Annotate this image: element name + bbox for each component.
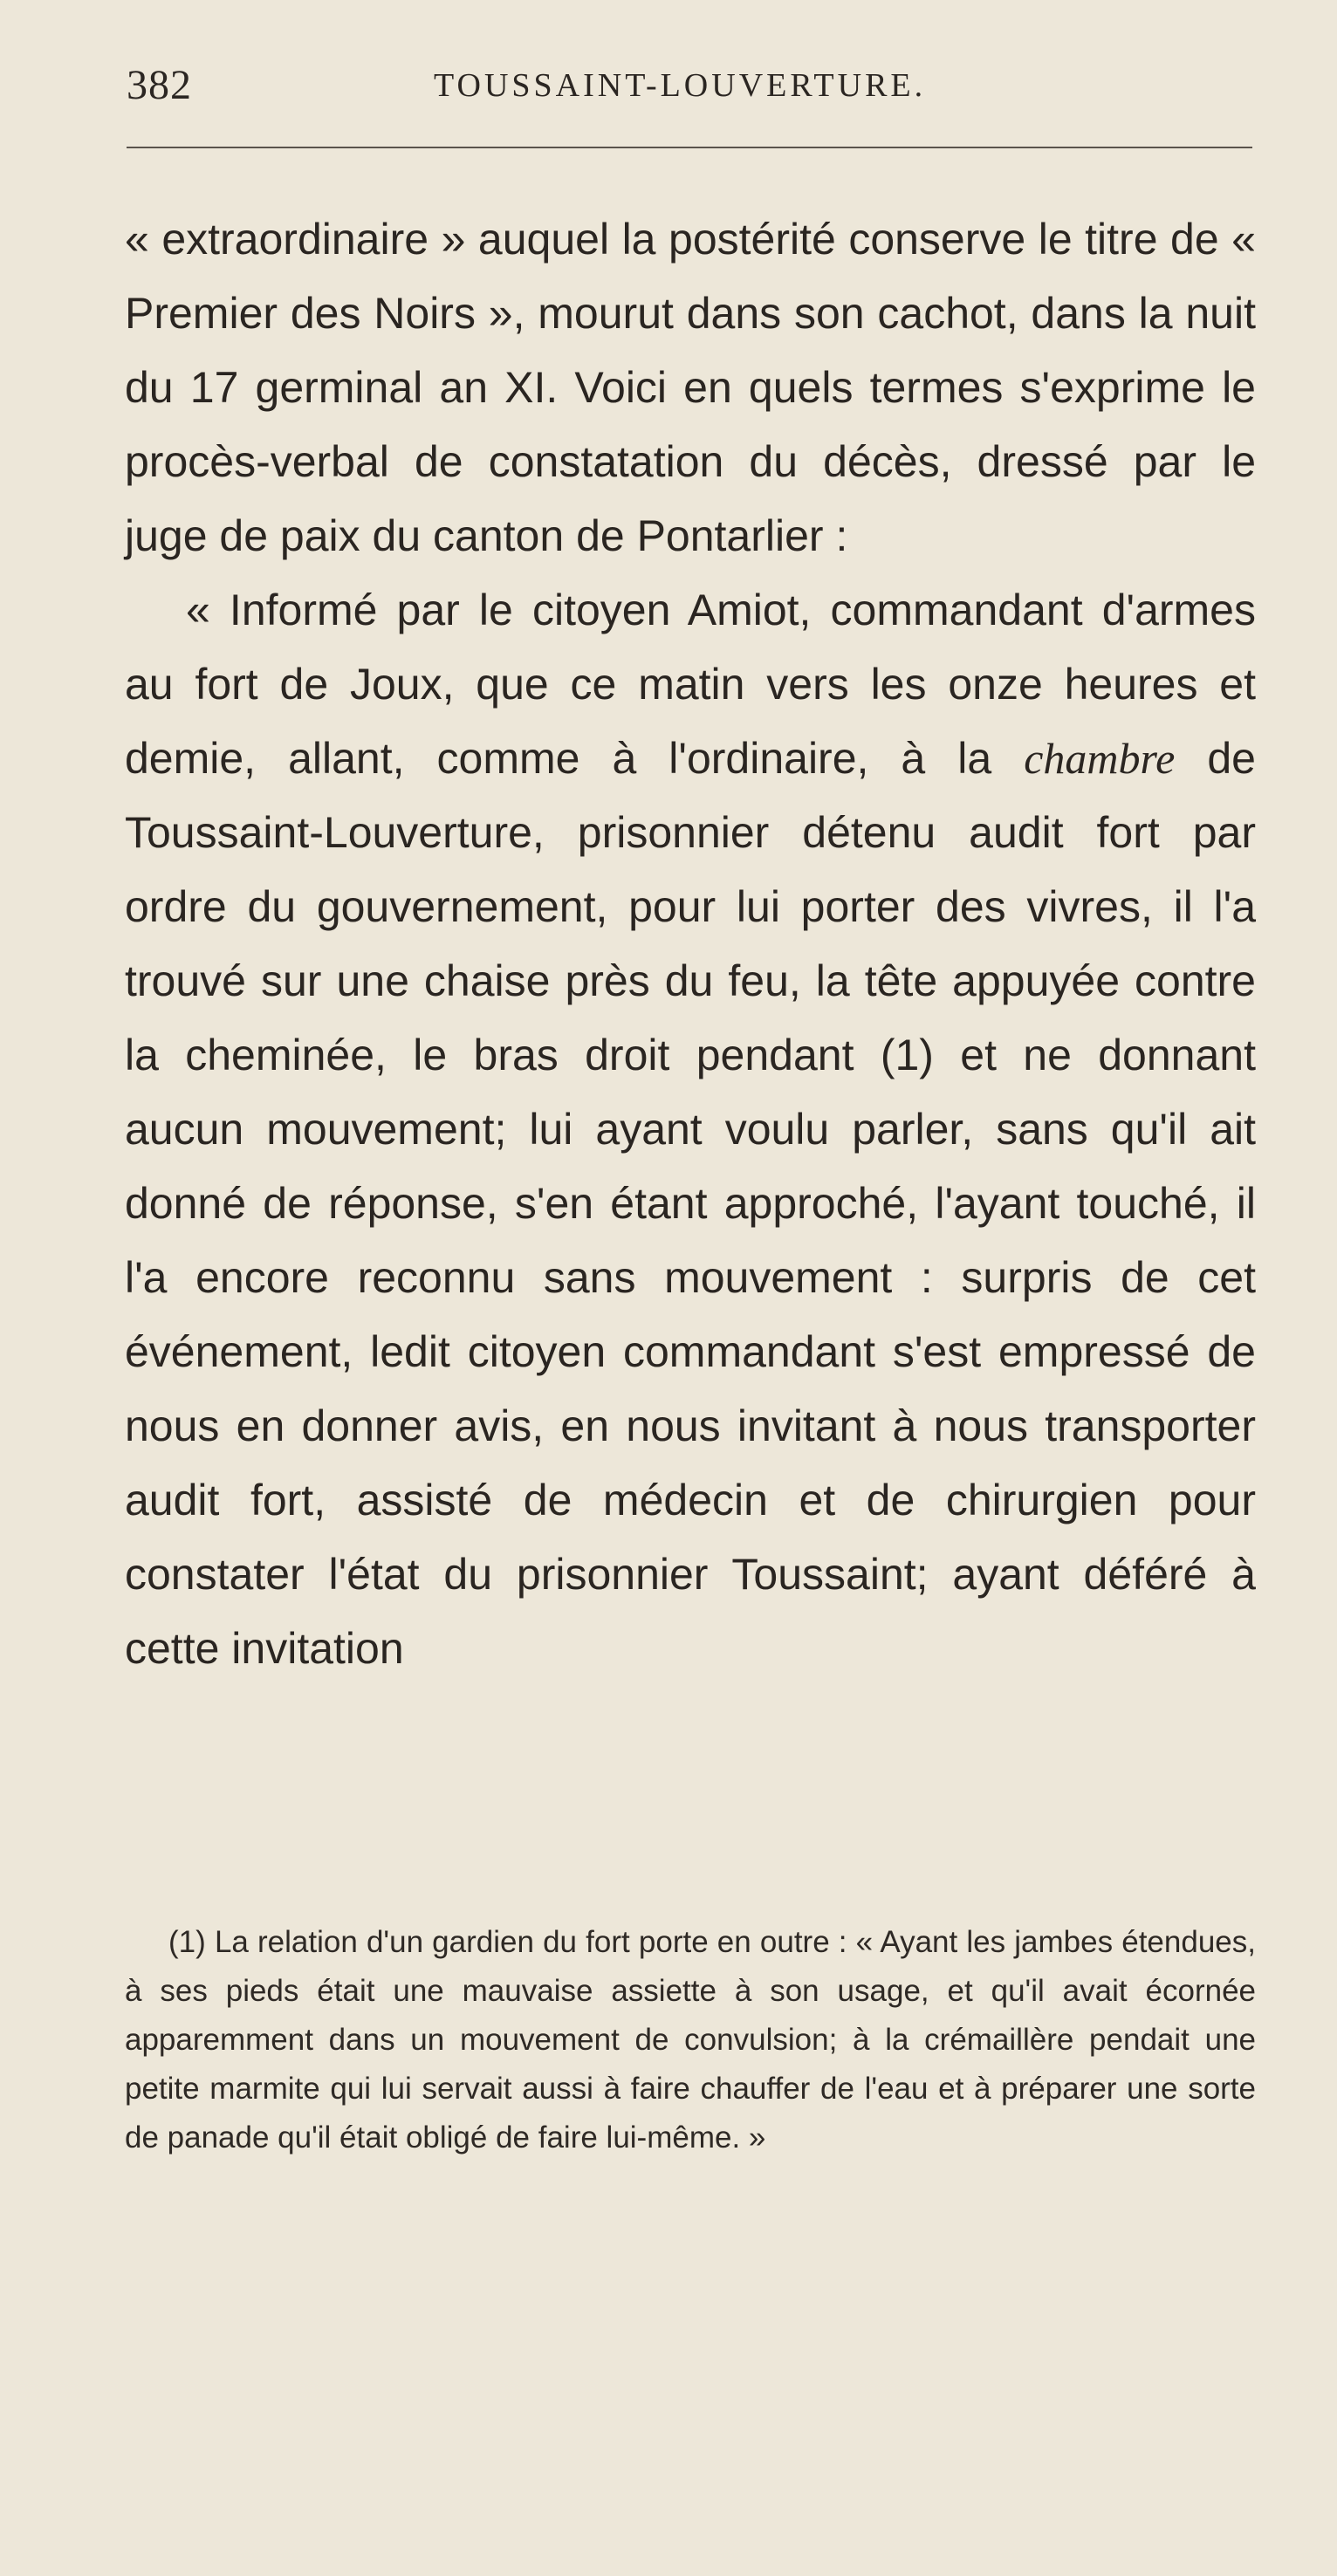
footnote bbox=[125, 1918, 1256, 2162]
running-title: TOUSSAINT-LOUVERTURE. bbox=[434, 67, 927, 104]
paragraph-2 bbox=[125, 573, 1256, 1686]
footnote-paragraph bbox=[125, 1918, 1256, 2162]
page-header bbox=[127, 61, 1252, 122]
paragraph-2-part-b: de Toussaint-Louverture, prisonnier détenu audit fort par ordre du gouvernement, pour lui porter des vivres, il l'a trouvé sur une chaise près du feu, la tête appuyée contre la cheminée, le bras droit pendant bbox=[125, 734, 1256, 1079]
paragraph-1: « extraordinaire » auquel la postérité conserve le titre de « Premier des Noirs », mourut dans son cachot, dans la nuit du 17 germinal an XI. Voici en quels termes s'exprime le procès-verbal de constatation du décès, dressé par le juge de paix du canton de Pontarlier : bbox=[125, 215, 1256, 560]
main-text bbox=[125, 202, 1256, 1686]
page-number: 382 bbox=[127, 62, 192, 108]
header-rule bbox=[127, 147, 1252, 148]
footnote-reference: (1) bbox=[880, 1031, 934, 1079]
italic-word: chambre bbox=[1024, 734, 1176, 783]
paragraph-2-part-a: « Informé par le citoyen Amiot, commandant d'armes au fort de Joux, que ce matin vers les onze heures et demie, allant, comme à l'ordinaire, à la bbox=[125, 586, 1256, 783]
footnote-marker: (1) bbox=[168, 1925, 206, 1959]
footnote-text: La relation d'un gardien du fort porte en outre : « Ayant les jambes étendues, à ses pieds était une mauvaise assiette à son usage, et qu'il avait écornée apparemment dans un mouvement de convulsion; à la crémaillère pendait une petite marmite qui lui servait aussi à faire chauffer de l'eau et à préparer une sorte de panade qu'il était obligé de faire lui-même. » bbox=[125, 1925, 1256, 2155]
paragraph-2-part-c: et ne donnant aucun mouvement; lui ayant voulu parler, sans qu'il ait donné de réponse, s'en étant approché, l'ayant touché, il l'a encore reconnu sans mouvement : surpris de cet événement, ledit citoyen commandant s'est empressé de nous en donner avis, en nous invitant à nous transporter audit fort, assisté de médecin et de chirurgien pour constater l'état du prisonnier Toussaint; ayant déféré à cette invitation bbox=[125, 1031, 1256, 1673]
